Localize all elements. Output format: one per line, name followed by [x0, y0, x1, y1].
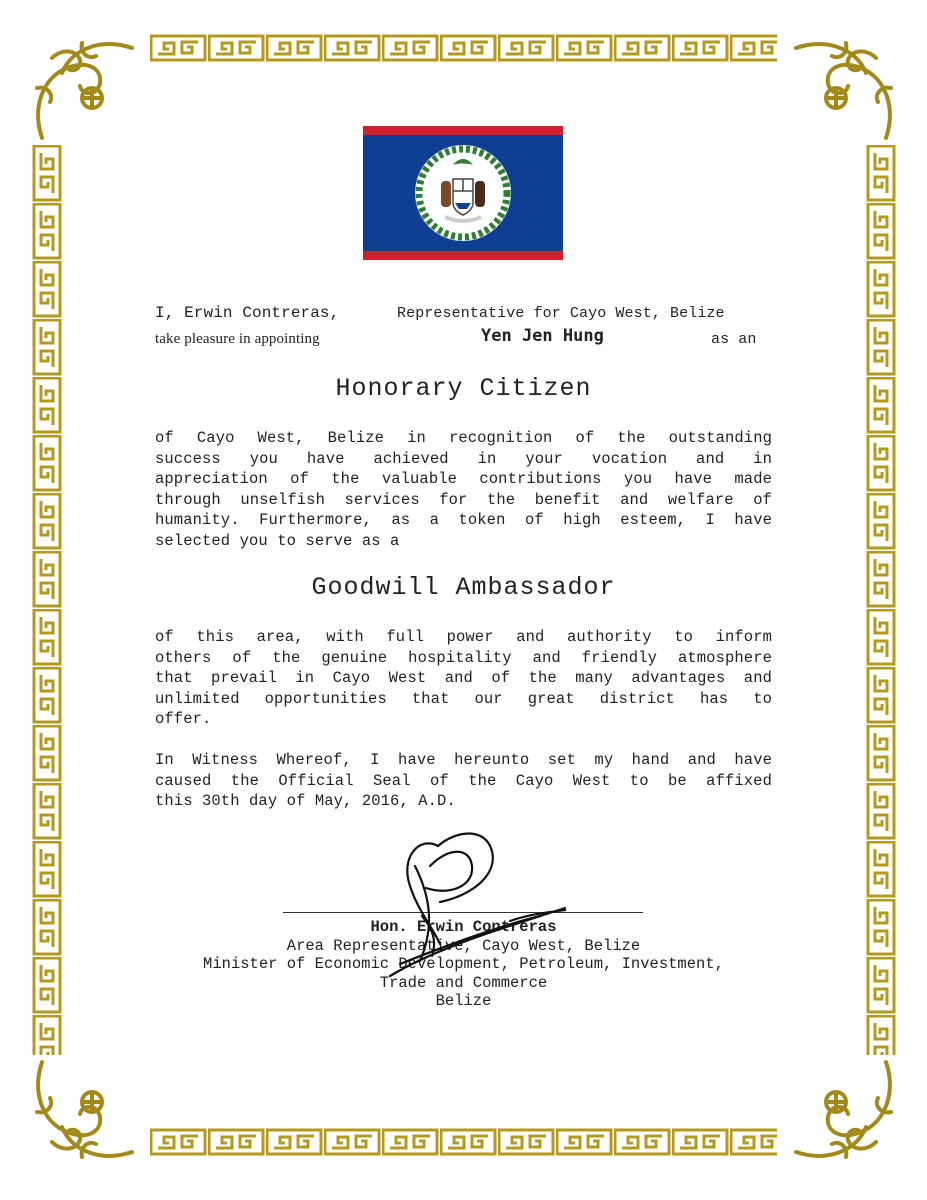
paragraph-line: that prevail in Cayo West and of the many advantages and — [155, 669, 772, 687]
handwritten-signature-icon — [360, 826, 590, 986]
top-right-ornament-icon — [786, 28, 906, 148]
paragraph-line: of Cayo West, Belize in recognition of the outstanding — [155, 429, 772, 447]
intro-line-2-left: take pleasure in appointing — [155, 331, 320, 347]
appointee-name: Yen Jen Hung — [481, 326, 604, 346]
signatory-title-1: Area Representative, Cayo West, Belize — [286, 936, 641, 955]
paragraph-line: success you have achieved in your vocation and in — [155, 449, 772, 468]
signatory-title-3: Trade and Commerce — [379, 973, 548, 992]
paragraph-line: others of the genuine hospitality and friendly atmosphere — [155, 648, 772, 667]
intro-line-1-left: I, Erwin Contreras, — [155, 304, 340, 322]
signatory-name: Hon. Erwin Contreras — [370, 918, 557, 936]
paragraph-line: caused the Official Seal of the Cayo West to be affixed — [155, 771, 772, 790]
top-greek-key-border — [150, 34, 777, 62]
paragraph-line: offer. — [155, 710, 212, 728]
paragraph-3 — [155, 750, 772, 812]
paragraph-line: humanity. Furthermore, as a token of high esteem, I have — [155, 511, 772, 529]
honor-title: Honorary Citizen — [335, 374, 592, 403]
signatory-title-2: Minister of Economic Development, Petroleum, Investment, — [203, 955, 724, 973]
paragraph-1 — [155, 428, 772, 551]
signatory-country: Belize — [435, 992, 492, 1010]
intro-line-2-right: as an — [711, 331, 757, 348]
top-left-ornament-icon — [22, 28, 142, 148]
belize-flag-icon — [363, 126, 563, 260]
intro-line-1-right: Representative for Cayo West, Belize — [397, 305, 725, 322]
paragraph-line: appreciation of the valuable contributions you have made — [155, 470, 772, 488]
paragraph-line: unlimited opportunities that our great district has to — [155, 689, 772, 708]
bottom-greek-key-border — [150, 1128, 777, 1156]
paragraph-line: of this area, with full power and authority to inform — [155, 628, 772, 646]
coat-of-arms-icon — [415, 145, 511, 241]
paragraph-line: selected you to serve as a — [155, 531, 400, 550]
paragraph-line: this 30th day of May, 2016, A.D. — [155, 792, 456, 810]
paragraph-line: In Witness Whereof, I have hereunto set my hand and have — [155, 751, 772, 769]
bottom-right-ornament-icon — [786, 1052, 906, 1172]
ambassador-title: Goodwill Ambassador — [311, 573, 616, 602]
bottom-left-ornament-icon — [22, 1052, 142, 1172]
paragraph-2 — [155, 627, 772, 730]
paragraph-line: through unselfish services for the benefit and welfare of — [155, 490, 772, 509]
